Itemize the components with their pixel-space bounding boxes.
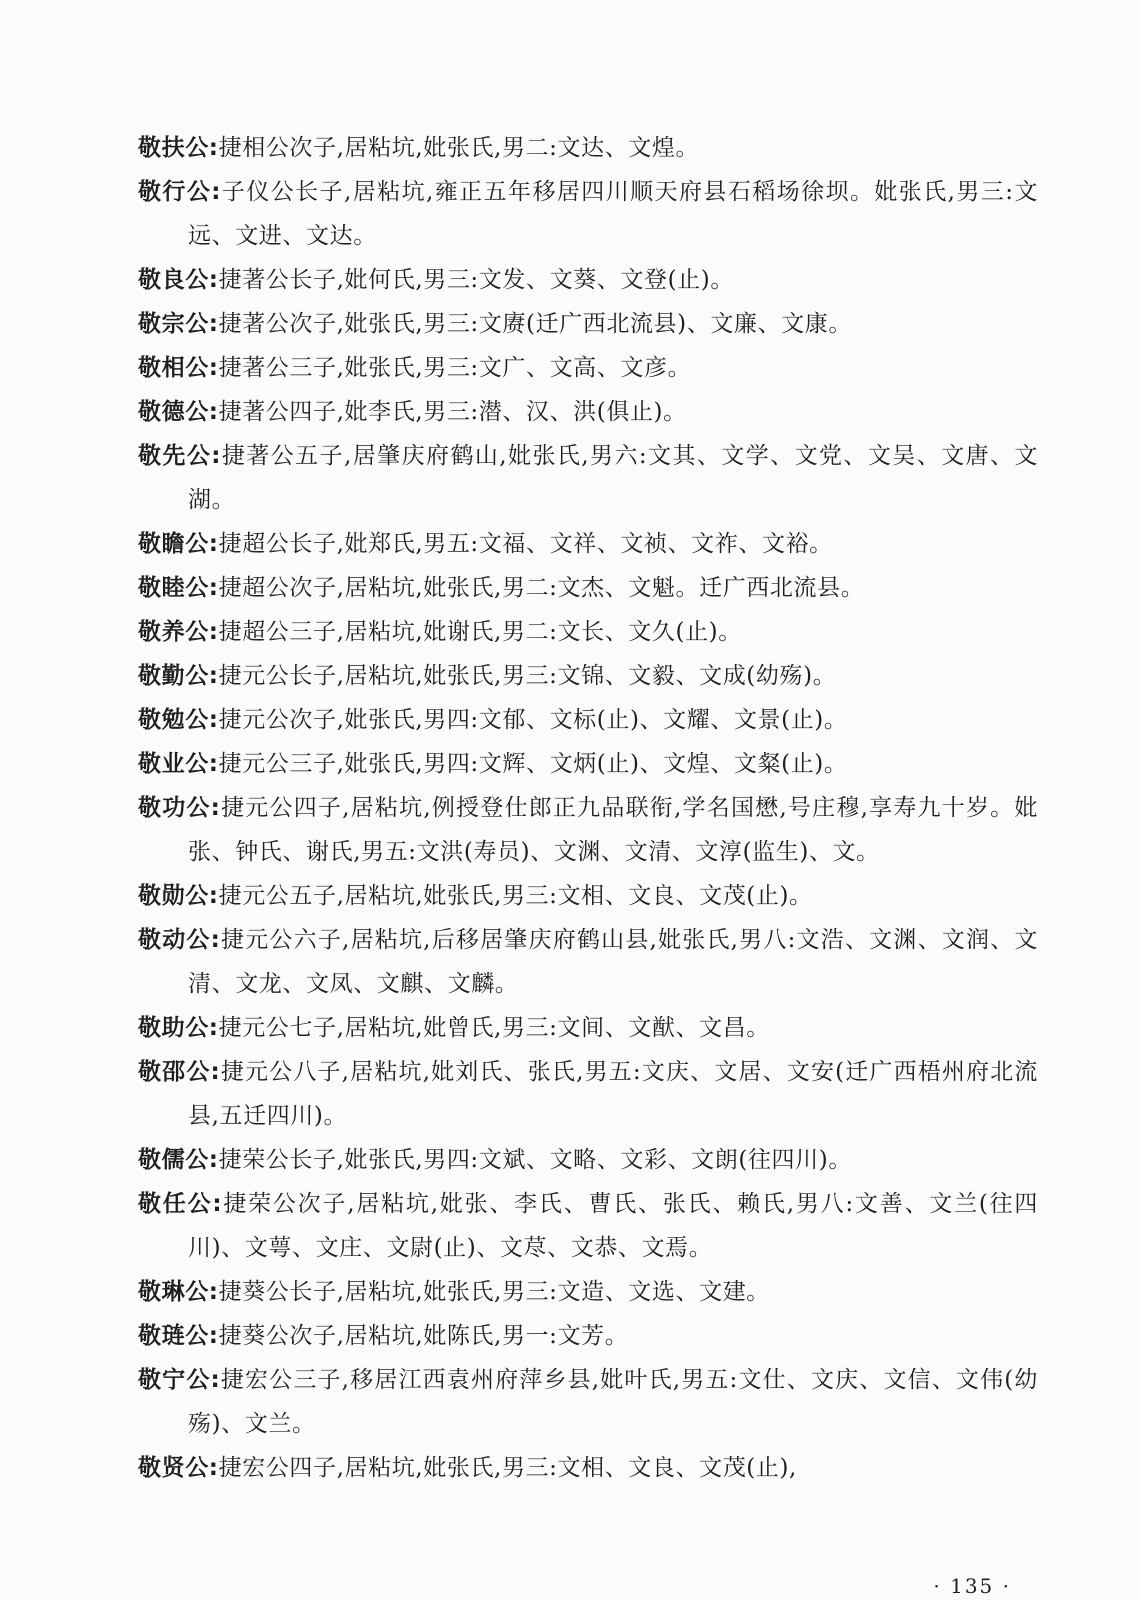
entry-name: 敬行公: xyxy=(138,179,222,205)
entry-name: 敬养公: xyxy=(138,619,219,645)
entry-name: 敬勋公: xyxy=(138,883,219,909)
entry-text: 捷著公次子,妣张氏,男三:文赓(迁广西北流县)、文廉、文康。 xyxy=(218,311,852,337)
genealogy-entry xyxy=(138,1314,1038,1358)
entry-name: 敬助公: xyxy=(138,1015,219,1041)
genealogy-entry xyxy=(138,1182,1038,1270)
entry-text: 捷著公五子,居肇庆府鹤山,妣张氏,男六:文其、文学、文党、文吴、文唐、文湖。 xyxy=(188,443,1038,513)
entry-name: 敬琏公: xyxy=(138,1323,219,1349)
entry-text: 捷超公长子,妣郑氏,男五:文福、文祥、文祯、文祚、文裕。 xyxy=(218,531,833,557)
entry-text: 捷元公七子,居粘坑,妣曾氏,男三:文间、文猷、文昌。 xyxy=(218,1015,770,1041)
entry-name: 敬宁公: xyxy=(138,1367,221,1393)
entry-text: 捷宏公三子,移居江西袁州府萍乡县,妣叶氏,男五:文仕、文庆、文信、文伟(幼殇)、文兰。 xyxy=(188,1367,1038,1437)
genealogy-entry xyxy=(138,698,1038,742)
entry-name: 敬德公: xyxy=(138,399,219,425)
entry-name: 敬贤公: xyxy=(138,1455,219,1481)
genealogy-entry xyxy=(138,610,1038,654)
entry-name: 敬动公: xyxy=(138,927,221,953)
entry-text: 捷元公次子,妣张氏,男四:文郁、文标(止)、文耀、文景(止)。 xyxy=(218,707,848,733)
genealogy-entry xyxy=(138,654,1038,698)
entry-text: 捷著公四子,妣李氏,男三:潜、汉、洪(俱止)。 xyxy=(218,399,687,425)
entry-name: 敬功公: xyxy=(138,795,221,821)
genealogy-entry xyxy=(138,1138,1038,1182)
genealogy-entry xyxy=(138,1270,1038,1314)
entry-text: 捷宏公四子,居粘坑,妣张氏,男三:文相、文良、文茂(止), xyxy=(218,1455,797,1481)
entry-name: 敬宗公: xyxy=(138,311,219,337)
genealogy-entry xyxy=(138,1006,1038,1050)
entry-name: 敬琳公: xyxy=(138,1279,219,1305)
genealogy-entry xyxy=(138,1446,1038,1490)
entry-name: 敬睦公: xyxy=(138,575,219,601)
entry-text: 捷著公长子,妣何氏,男三:文发、文葵、文登(止)。 xyxy=(218,267,734,293)
entry-name: 敬儒公: xyxy=(138,1147,219,1173)
entry-name: 敬瞻公: xyxy=(138,531,219,557)
genealogy-entry xyxy=(138,170,1038,258)
entry-name: 敬邵公: xyxy=(138,1059,221,1085)
entry-name: 敬相公: xyxy=(138,355,219,381)
genealogy-entry-list xyxy=(138,126,1038,1490)
entry-text: 子仪公长子,居粘坑,雍正五年移居四川顺天府县石稻场徐坝。妣张氏,男三:文远、文进、文达。 xyxy=(188,179,1038,249)
entry-text: 捷荣公长子,妣张氏,男四:文斌、文略、文彩、文朗(往四川)。 xyxy=(218,1147,852,1173)
genealogy-entry xyxy=(138,126,1038,170)
genealogy-entry xyxy=(138,346,1038,390)
genealogy-entry xyxy=(138,258,1038,302)
genealogy-entry xyxy=(138,566,1038,610)
entry-name: 敬任公: xyxy=(138,1191,223,1217)
page-number: · 135 · xyxy=(933,1574,1011,1598)
entry-name: 敬先公: xyxy=(138,443,222,469)
entry-text: 捷元公三子,妣张氏,男四:文辉、文炳(止)、文煌、文粲(止)。 xyxy=(218,751,848,777)
entry-text: 捷元公六子,居粘坑,后移居肇庆府鹤山县,妣张氏,男八:文浩、文渊、文润、文清、文龙、文凤、文麒、文麟。 xyxy=(188,927,1038,997)
entry-text: 捷超公次子,居粘坑,妣张氏,男二:文杰、文魁。迁广西北流县。 xyxy=(218,575,865,601)
entry-text: 捷著公三子,妣张氏,男三:文广、文高、文彦。 xyxy=(218,355,692,381)
genealogy-entry xyxy=(138,302,1038,346)
entry-name: 敬良公: xyxy=(138,267,219,293)
genealogy-entry xyxy=(138,1050,1038,1138)
entry-text: 捷超公三子,居粘坑,妣谢氏,男二:文长、文久(止)。 xyxy=(218,619,742,645)
genealogy-entry xyxy=(138,918,1038,1006)
genealogy-entry xyxy=(138,786,1038,874)
entry-text: 捷元公五子,居粘坑,妣张氏,男三:文相、文良、文茂(止)。 xyxy=(218,883,813,909)
entry-text: 捷元公八子,居粘坑,妣刘氏、张氏,男五:文庆、文居、文安(迁广西梧州府北流县,五迁四川)。 xyxy=(188,1059,1038,1129)
entry-text: 捷葵公次子,居粘坑,妣陈氏,男一:文芳。 xyxy=(218,1323,629,1349)
genealogy-entry xyxy=(138,742,1038,786)
entry-text: 捷相公次子,居粘坑,妣张氏,男二:文达、文煌。 xyxy=(218,135,700,161)
entry-text: 捷葵公长子,居粘坑,妣张氏,男三:文造、文选、文建。 xyxy=(218,1279,770,1305)
entry-name: 敬业公: xyxy=(138,751,219,777)
genealogy-entry xyxy=(138,1358,1038,1446)
entry-text: 捷元公长子,居粘坑,妣张氏,男三:文锦、文毅、文成(幼殇)。 xyxy=(218,663,837,689)
genealogy-entry xyxy=(138,522,1038,566)
entry-text: 捷元公四子,居粘坑,例授登仕郎正九品联衔,学名国懋,号庄穆,享寿九十岁。妣张、钟氏、谢氏,男五:文洪(寿员)、文渊、文清、文淳(监生)、文。 xyxy=(188,795,1038,865)
entry-name: 敬扶公: xyxy=(138,135,219,161)
entry-name: 敬勉公: xyxy=(138,707,219,733)
genealogy-entry xyxy=(138,390,1038,434)
entry-text: 捷荣公次子,居粘坑,妣张、李氏、曹氏、张氏、赖氏,男八:文善、文兰(往四川)、文萼、文庄、文尉(止)、文荩、文恭、文焉。 xyxy=(188,1191,1038,1261)
genealogy-entry xyxy=(138,874,1038,918)
entry-name: 敬勤公: xyxy=(138,663,219,689)
genealogy-entry xyxy=(138,434,1038,522)
